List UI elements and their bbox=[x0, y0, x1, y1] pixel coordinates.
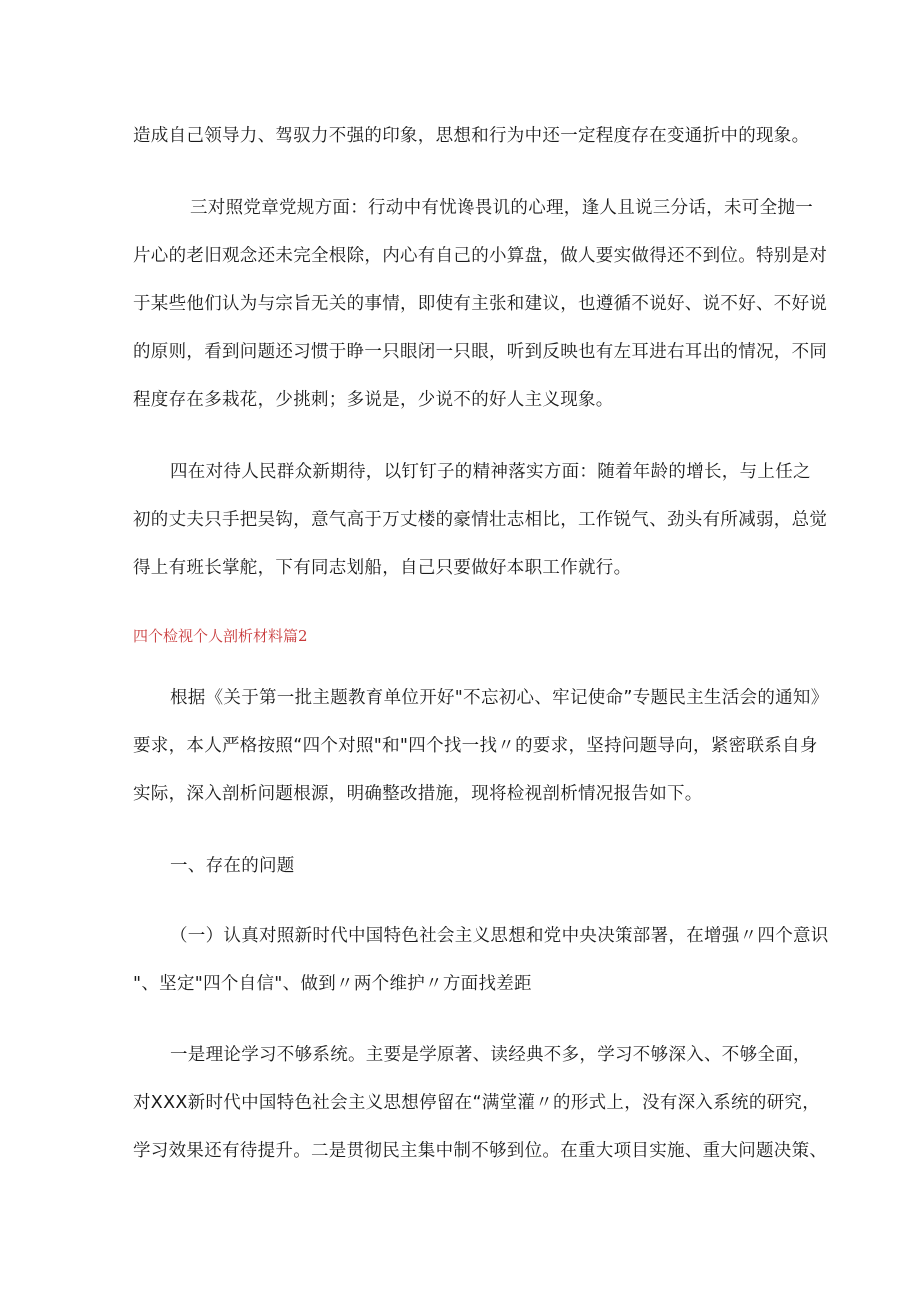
paragraph-line: 对XXX新时代中国特色社会主义思想停留在“满堂灌〃的形式上，没有深入系统的研究， bbox=[133, 1093, 821, 1113]
section-heading: 四个检视个人剖析材料篇2 bbox=[133, 627, 308, 645]
paragraph-line: "、坚定"四个自信"、做到〃两个维护〃方面找差距 bbox=[133, 974, 532, 994]
subsection-heading: 一、存在的问题 bbox=[170, 856, 295, 876]
paragraph-line: 三对照党章党规方面：行动中有忧谗畏讥的心理，逢人且说三分话，未可全抛一 bbox=[190, 198, 813, 218]
paragraph-line: 造成自己领导力、驾驭力不强的印象，思想和行为中还一定程度存在变通折中的现象。 bbox=[133, 126, 810, 146]
paragraph-line: 一是理论学习不够系统。主要是学原著、读经典不多，学习不够深入、不够全面， bbox=[170, 1045, 811, 1065]
paragraph-line: 初的丈夫只手把吴钩，意气高于万丈楼的豪情壮志相比，工作锐气、劲头有所减弱，总觉 bbox=[133, 510, 828, 530]
paragraph-line: 得上有班长掌舵，下有同志划船，自己只要做好本职工作就行。 bbox=[133, 558, 632, 578]
paragraph-line: 四在对待人民群众新期待，以钉钉子的精神落实方面：随着年龄的增长，与上任之 bbox=[170, 462, 811, 482]
paragraph-line: 要求，本人严格按照“四个对照"和"四个找一找〃的要求，坚持问题导向，紧密联系自身 bbox=[133, 736, 818, 756]
paragraph-line: （一）认真对照新时代中国特色社会主义思想和党中央决策部署，在增强〃四个意识 bbox=[170, 926, 829, 946]
paragraph-line: 程度存在多栽花，少挑刺；多说是，少说不的好人主义现象。 bbox=[133, 390, 614, 410]
paragraph-line: 根据《关于第一批主题教育单位开好"不忘初心、牢记使命”专题民主生活会的通知》 bbox=[170, 688, 829, 708]
paragraph-line: 片心的老旧观念还未完全根除，内心有自己的小算盘，做人要实做得还不到位。特别是对 bbox=[133, 246, 828, 266]
paragraph-line: 学习效果还有待提升。二是贯彻民主集中制不够到位。在重大项目实施、重大问题决策、 bbox=[133, 1141, 828, 1161]
paragraph-line: 于某些他们认为与宗旨无关的事情，即使有主张和建议，也遵循不说好、说不好、不好说 bbox=[133, 294, 828, 314]
paragraph-line: 的原则，看到问题还习惯于睁一只眼闭一只眼，听到反映也有左耳进右耳出的情况，不同 bbox=[133, 342, 828, 362]
paragraph-line: 实际，深入剖析问题根源，明确整改措施，现将检视剖析情况报告如下。 bbox=[133, 784, 703, 804]
